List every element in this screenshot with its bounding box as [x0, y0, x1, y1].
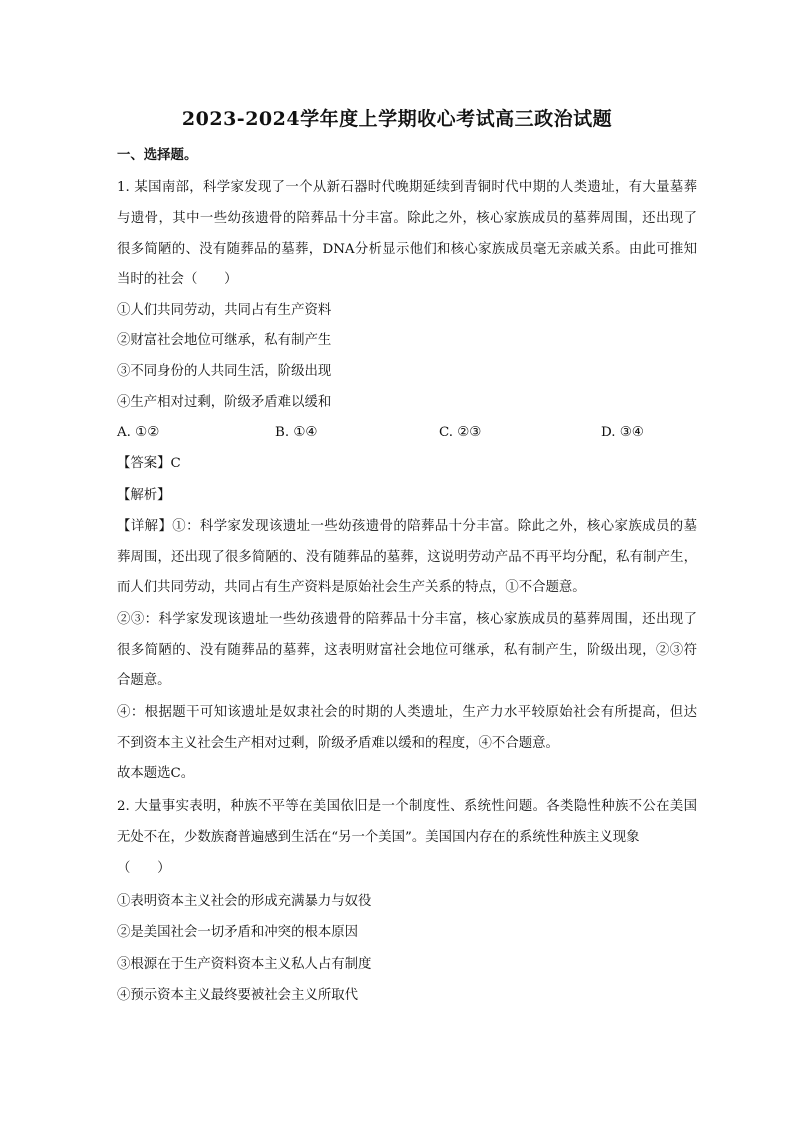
q2-statement-2: ②是美国社会一切矛盾和冲突的根本原因 [117, 925, 359, 940]
q1-option-b: B. ①④ [275, 425, 318, 440]
q1-analysis-line-2: 葬周围，还出现了很多简陋的、没有随葬品的墓葬，这说明劳动产品不再平均分配，私有制产生， [117, 550, 697, 565]
q2-stem-line-3: （ ） [117, 861, 171, 876]
q1-options [117, 423, 697, 443]
q1-option-d: D. ③④ [601, 425, 644, 440]
q1-stem-line-2: 与遗骨，其中一些幼孩遗骨的陪葬品十分丰富。除此之外，核心家族成员的墓葬周围，还出现了 [117, 211, 697, 226]
q1-analysis-line-7: ④：根据题干可知该遗址是奴隶社会的时期的人类遗址，生产力水平较原始社会有所提高，但达 [117, 705, 697, 720]
q1-analysis-line-6: 合题意。 [117, 673, 171, 688]
q1-analysis-line-8: 不到资本主义社会生产相对过剩，阶级矛盾难以缓和的程度，④不合题意。 [117, 736, 559, 751]
q1-analysis-line-5: 很多简陋的、没有随葬品的墓葬，这表明财富社会地位可继承，私有制产生，阶级出现，②③符 [117, 643, 697, 658]
q1-answer: 【答案】C [117, 456, 181, 471]
q1-analysis-line-3: 而人们共同劳动，共同占有生产资料是原始社会生产关系的特点，①不合题意。 [117, 580, 586, 595]
q1-stem-line-1: 1. 某国南部，科学家发现了一个从新石器时代晚期延续到青铜时代中期的人类遗址，有大量墓葬 [117, 180, 697, 195]
q1-option-a: A. ①② [117, 425, 160, 440]
q1-analysis-line-4: ②③：科学家发现该遗址一些幼孩遗骨的陪葬品十分丰富，核心家族成员的墓葬周围，还出现了 [117, 612, 697, 627]
q1-stem-line-4: 当时的社会（ ） [117, 272, 238, 287]
q1-stem-line-3: 很多简陋的、没有随葬品的墓葬，DNA分析显示他们和核心家族成员毫无亲戚关系。由此可推知 [117, 242, 697, 257]
q1-statement-2: ②财富社会地位可继承，私有制产生 [117, 333, 332, 348]
section-heading: 一、选择题。 [117, 147, 198, 163]
q1-analysis-line-9: 故本题选C。 [117, 766, 195, 781]
exam-title: 2023-2024学年度上学期收心考试高三政治试题 [181, 108, 613, 130]
q1-statement-4: ④生产相对过剩，阶级矛盾难以缓和 [117, 395, 332, 410]
q2-statement-4: ④预示资本主义最终要被社会主义所取代 [117, 988, 359, 1003]
q1-option-c: C. ②③ [439, 425, 482, 440]
q2-stem-line-1: 2. 大量事实表明，种族不平等在美国依旧是一个制度性、系统性问题。各类隐性种族不公在美国 [117, 799, 697, 814]
q2-stem-line-2: 无处不在，少数族裔普遍感到生活在“另一个美国”。美国国内存在的系统性种族主义现象 [117, 830, 640, 845]
q1-statement-3: ③不同身份的人共同生活，阶级出现 [117, 364, 332, 379]
q1-analysis-label: 【解析】 [117, 488, 171, 503]
q1-statement-1: ①人们共同劳动，共同占有生产资料 [117, 303, 332, 318]
q2-statement-3: ③根源在于生产资料资本主义私人占有制度 [117, 957, 372, 972]
q1-analysis-line-1: 【详解】①：科学家发现该遗址一些幼孩遗骨的陪葬品十分丰富。除此之外，核心家族成员的墓 [117, 519, 697, 534]
q2-statement-1: ①表明资本主义社会的形成充满暴力与奴役 [117, 894, 372, 909]
